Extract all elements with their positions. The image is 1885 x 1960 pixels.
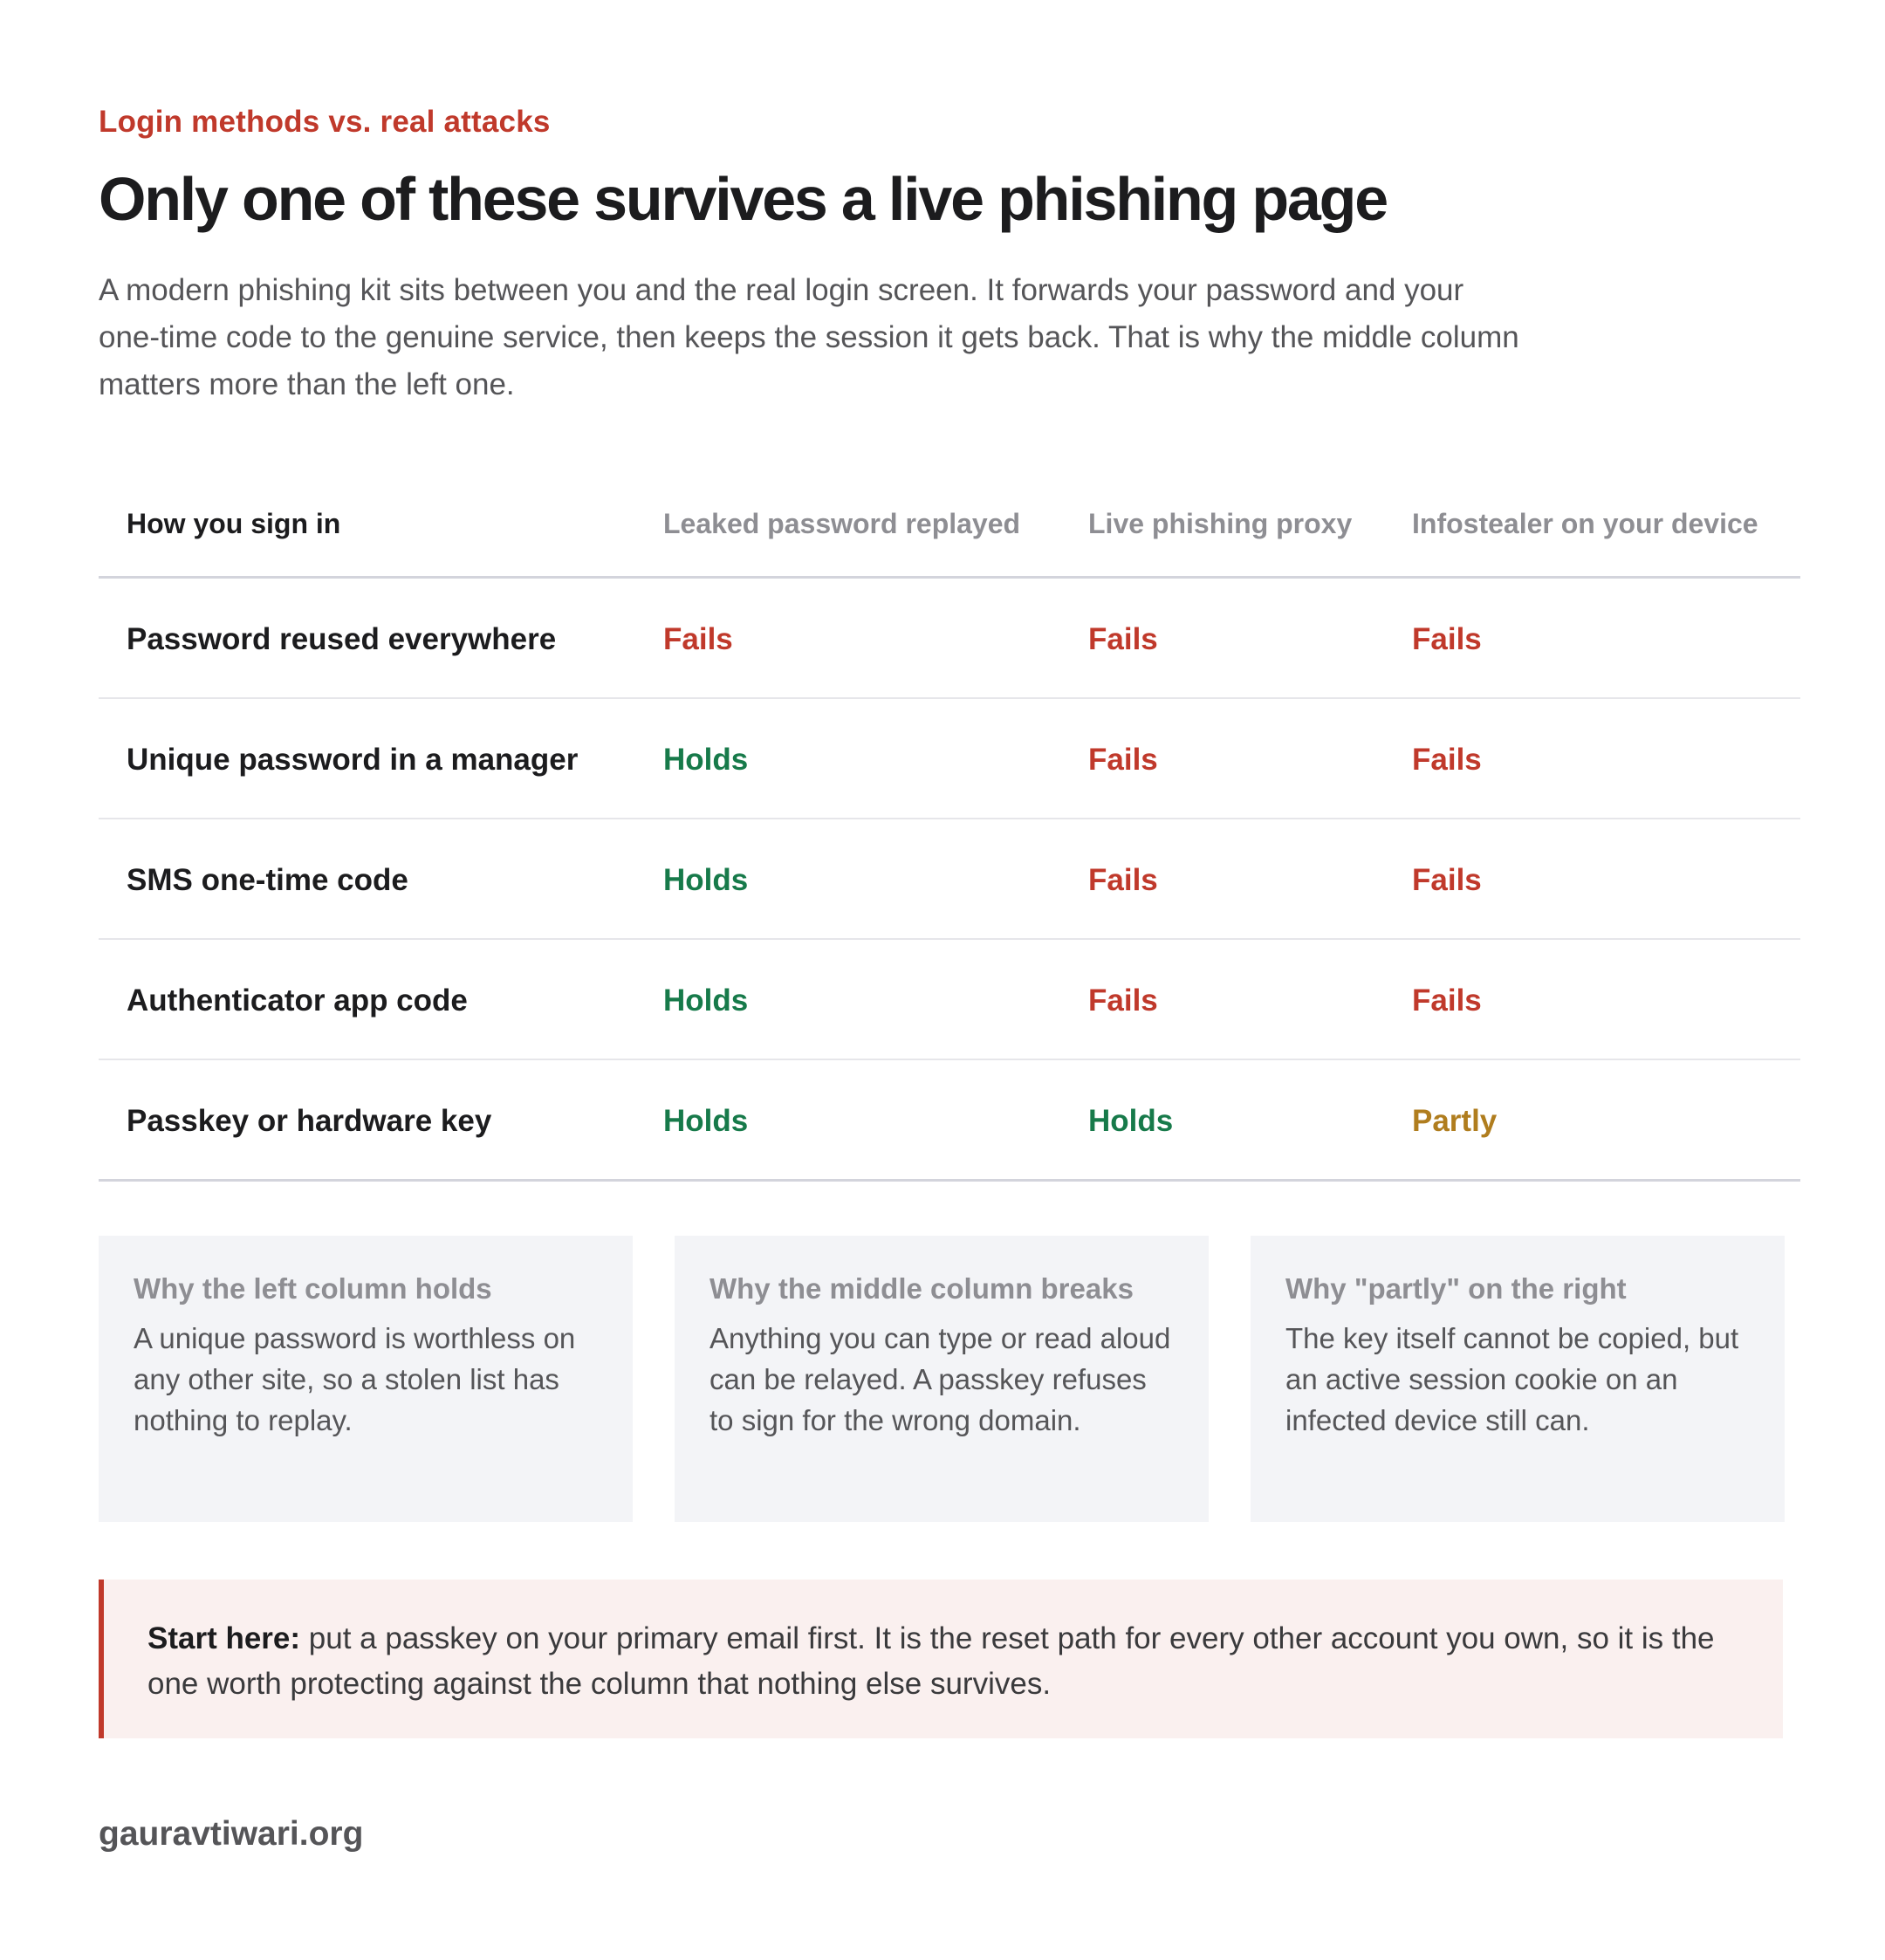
- row-method: Unique password in a manager: [127, 743, 579, 777]
- status-cell: Fails: [1088, 743, 1158, 777]
- card-body: Anything you can type or read aloud can be relayed. A passkey refuses to sign for the wrong domain.: [709, 1322, 1171, 1436]
- status-cell: Fails: [1088, 983, 1158, 1018]
- status-cell: Holds: [663, 1104, 749, 1138]
- page-title: Only one of these survives a live phishing page: [99, 165, 1387, 233]
- status-cell: Holds: [1088, 1104, 1174, 1138]
- header-phishing-proxy: Live phishing proxy: [1088, 508, 1353, 539]
- card-body: The key itself cannot be copied, but an active session cookie on an infected device still can.: [1285, 1322, 1739, 1436]
- row-method: Password reused everywhere: [127, 622, 557, 656]
- card-body: A unique password is worthless on any other site, so a stolen list has nothing to replay.: [134, 1322, 576, 1436]
- header-leaked-password: Leaked password replayed: [663, 508, 1021, 539]
- status-cell: Fails: [1088, 622, 1158, 656]
- status-cell: Fails: [1412, 743, 1482, 777]
- table-row: [99, 699, 1800, 819]
- status-cell: Holds: [663, 743, 749, 777]
- intro-paragraph: A modern phishing kit sits between you and the real login screen. It forwards your password and your one-time code to the genuine service, then keeps the session it gets back. That is why the middle column matters more than the left one.: [99, 273, 1519, 401]
- card-title: Why the left column holds: [134, 1272, 492, 1305]
- comparison-table: [99, 489, 1800, 1182]
- status-cell: Fails: [1412, 622, 1482, 656]
- status-cell: Fails: [1412, 863, 1482, 897]
- card-title: Why the middle column breaks: [709, 1272, 1134, 1305]
- explainer-card-left: [99, 1236, 633, 1522]
- status-cell: Holds: [663, 863, 749, 897]
- explainer-card-right: [1251, 1236, 1785, 1522]
- callout-lead: Start here:: [147, 1621, 301, 1655]
- eyebrow-label: Login methods vs. real attacks: [99, 105, 551, 139]
- row-method: SMS one-time code: [127, 863, 408, 897]
- table-row: [99, 1060, 1800, 1182]
- status-cell: Holds: [663, 983, 749, 1018]
- table-header: [99, 489, 1800, 579]
- site-footer: gauravtiwari.org: [99, 1815, 364, 1853]
- callout-text: put a passkey on your primary email first. It is the reset path for every other account you own, so it is the one worth protecting against the column that nothing else survives.: [147, 1621, 1715, 1701]
- start-here-callout: [99, 1580, 1783, 1738]
- status-cell: Fails: [1412, 983, 1482, 1018]
- header-method: How you sign in: [127, 508, 341, 539]
- table-row: [99, 819, 1800, 940]
- table-row: [99, 579, 1800, 699]
- header-infostealer: Infostealer on your device: [1412, 508, 1758, 539]
- status-cell: Fails: [1088, 863, 1158, 897]
- status-cell: Fails: [663, 622, 733, 656]
- explainer-card-middle: [675, 1236, 1209, 1522]
- row-method: Authenticator app code: [127, 983, 468, 1018]
- row-method: Passkey or hardware key: [127, 1104, 492, 1138]
- table-row: [99, 940, 1800, 1060]
- card-title: Why "partly" on the right: [1285, 1272, 1627, 1305]
- status-cell: Partly: [1412, 1104, 1498, 1138]
